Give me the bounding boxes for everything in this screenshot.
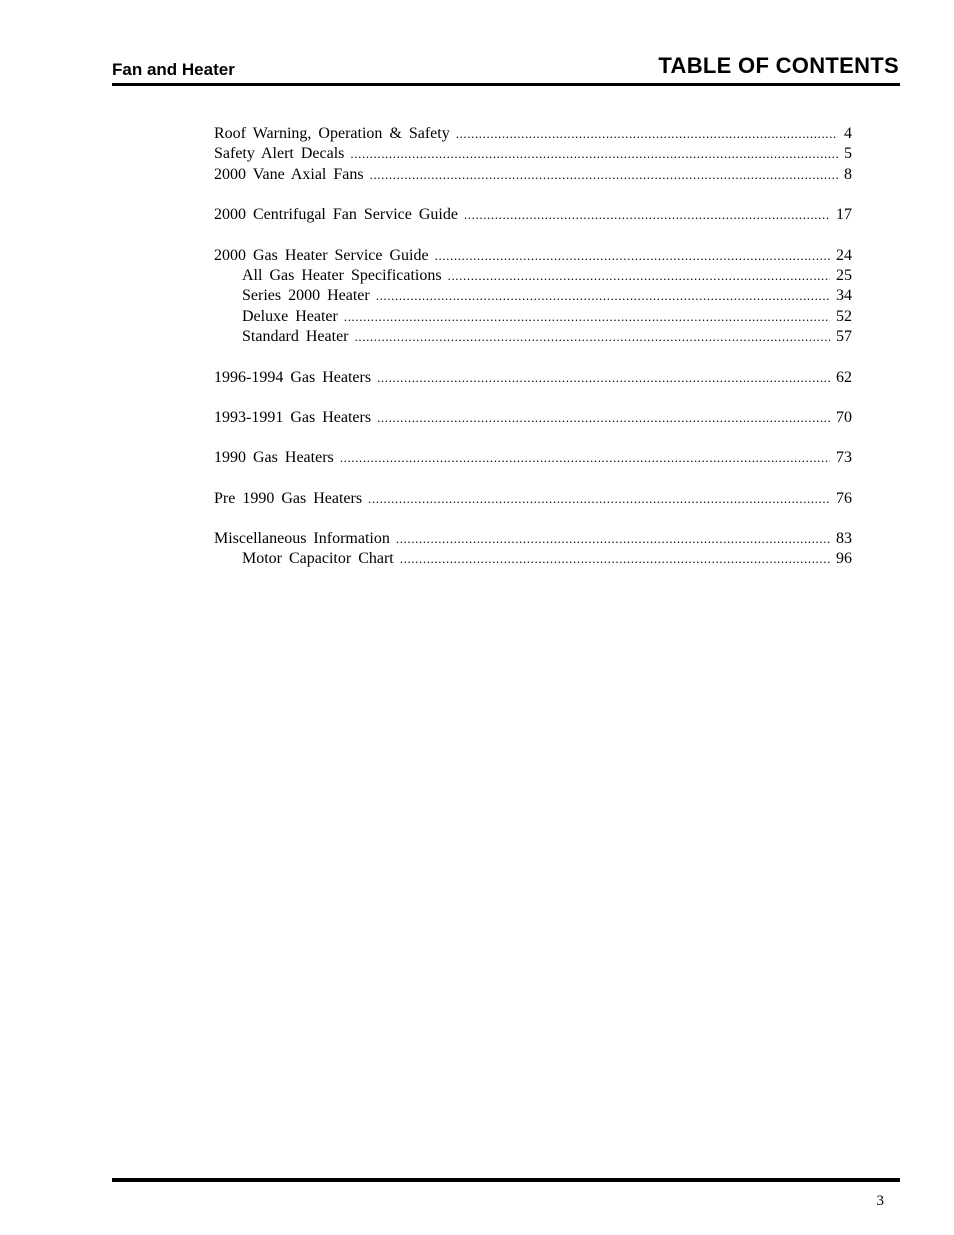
toc-entry-title: Series 2000 Heater [242,287,370,305]
toc-subentry[interactable] [214,266,852,286]
toc-entry-title: 2000 Centrifugal Fan Service Guide [214,206,458,224]
header-rule [112,83,900,86]
page-heading: TABLE OF CONTENTS [658,53,899,78]
toc-entry-page: 52 [836,307,852,325]
footer-rule [112,1178,900,1182]
toc-entry-title: All Gas Heater Specifications [242,266,442,284]
toc-entry-page: 76 [836,489,852,507]
toc-subentry[interactable] [214,307,852,327]
toc-entry-title: 1993-1991 Gas Heaters [214,408,372,426]
toc-entry-page: 5 [844,145,852,163]
toc-entry-title: Standard Heater [242,328,349,346]
toc-entry-title: 1996-1994 Gas Heaters [214,368,372,386]
toc-entry[interactable] [214,489,852,509]
toc-entry-page: 24 [836,246,852,264]
toc-entry-page: 62 [836,368,852,386]
toc-leader-dots [340,448,830,468]
toc-entry-title: 2000 Vane Axial Fans [214,165,364,183]
toc-leader-dots [377,368,830,388]
toc-entry-title: 2000 Gas Heater Service Guide [214,246,429,264]
toc-entry-page: 17 [836,206,852,224]
toc-subentry[interactable] [214,549,852,569]
toc-leader-dots [355,327,830,347]
toc-leader-dots [435,246,830,266]
toc-entry[interactable] [214,124,852,144]
toc-leader-dots [464,205,830,225]
toc-entry-page: 96 [836,550,852,568]
toc-entry-page: 25 [836,266,852,284]
toc-entry-title: Safety Alert Decals [214,145,345,163]
toc-entry-title: Deluxe Heater [242,307,338,325]
toc-leader-dots [448,266,830,286]
toc-entry[interactable] [214,408,852,428]
page-number: 3 [876,1193,884,1209]
toc-entry-title: Roof Warning, Operation & Safety [214,125,450,142]
toc-entry-title: Miscellaneous Information [214,530,390,548]
section-title: Fan and Heater [112,60,235,79]
toc-entry-title: 1990 Gas Heaters [214,449,334,467]
toc-leader-dots [370,165,838,185]
toc-subentry[interactable] [214,286,852,306]
toc-leader-dots [350,144,838,164]
toc-leader-dots [344,307,830,327]
table-of-contents [214,124,852,570]
toc-entry-title: Pre 1990 Gas Heaters [214,489,363,507]
toc-entry-page: 34 [836,287,852,305]
toc-leader-dots [456,124,838,144]
toc-entry[interactable] [214,448,852,468]
toc-entry-title: Motor Capacitor Chart [242,550,394,568]
toc-entry-page: 4 [844,125,852,142]
toc-leader-dots [376,286,830,306]
toc-entry[interactable] [214,165,852,185]
toc-subentry[interactable] [214,327,852,347]
toc-entry[interactable] [214,368,852,388]
toc-entry-page: 57 [836,328,852,346]
toc-entry-page: 73 [836,449,852,467]
toc-entry-page: 70 [836,408,852,426]
toc-entry-page: 8 [844,165,852,183]
toc-entry-page: 83 [836,530,852,548]
toc-entry[interactable] [214,246,852,266]
toc-entry[interactable] [214,529,852,549]
toc-leader-dots [400,549,830,569]
toc-leader-dots [377,408,830,428]
toc-leader-dots [368,489,830,509]
toc-entry[interactable] [214,144,852,164]
toc-entry[interactable] [214,205,852,225]
toc-leader-dots [396,529,830,549]
